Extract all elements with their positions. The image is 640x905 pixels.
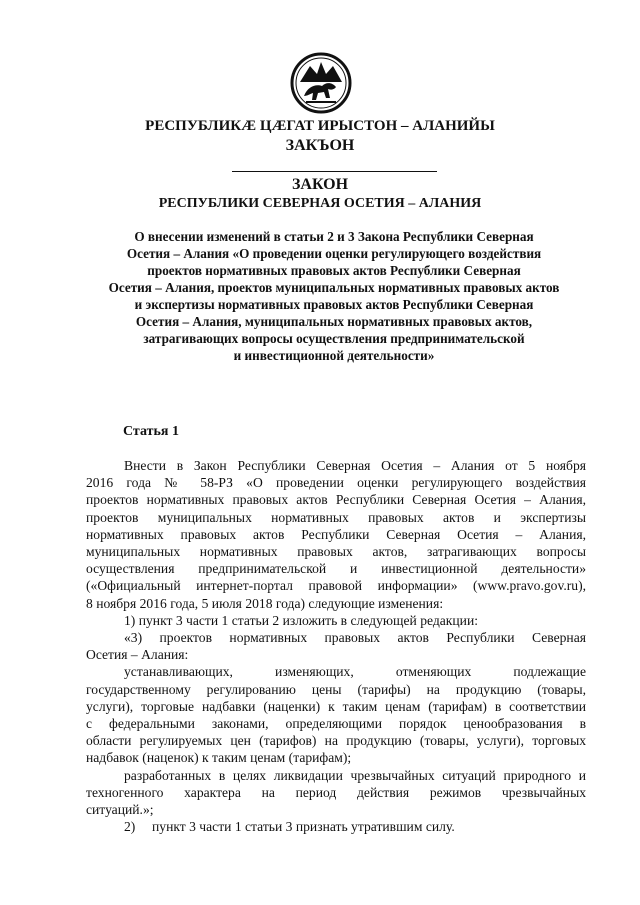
body-line: с федеральными законами, определяющими порядок ценообразования в <box>86 716 586 732</box>
title-line: и инвестиционной деятельности» <box>233 348 435 363</box>
header-divider <box>232 171 437 172</box>
body-line: осуществления предпринимательской и инвестиционной деятельности» <box>86 561 586 577</box>
body-line: 2016 года № 58-РЗ «О проведении оценки регулирующего воздействия <box>86 475 586 491</box>
ossetian-republic-name: РЕСПУБЛИКӔ ЦӔГАТ ИРЫСТОН – АЛАНИЙЫ <box>145 118 495 134</box>
body-line: 8 ноября 2016 года, 5 июля 2018 года) следующие изменения: <box>86 595 444 611</box>
body-line: Осетия – Алания: <box>86 647 189 663</box>
title-line: О внесении изменений в статьи 2 и 3 Закона Республики Северная <box>134 229 534 244</box>
body-line: Внести в Закон Республики Северная Осетия – Алания от 5 ноября <box>124 458 586 473</box>
body-line: техногенного характера на период действия режимов чрезвычайных <box>86 784 586 800</box>
item-number: 2) <box>124 819 136 835</box>
coat-of-arms-emblem <box>290 52 352 114</box>
law-subject-title <box>84 228 584 364</box>
title-line: затрагивающих вопросы осуществления предпринимательской <box>143 331 525 346</box>
item-text: пункт 3 части 1 статьи 3 признать утратившим силу. <box>152 819 455 835</box>
title-line: проектов нормативных правовых актов Республики Северная <box>147 263 521 278</box>
body-line: муниципальных нормативных правовых актов, затрагивающих вопросы <box>86 544 586 560</box>
title-line: Осетия – Алания, муниципальных нормативных правовых актов, <box>135 314 533 329</box>
body-line: проектов муниципальных нормативных правовых актов и экспертизы <box>86 509 586 525</box>
amendment-item-1: 1) пункт 3 части 1 статьи 2 изложить в следующей редакции: <box>124 612 479 628</box>
body-line: («Официальный интернет-портал правовой информации» (www.pravo.gov.ru), <box>86 578 586 594</box>
body-line: проектов нормативных правовых актов Республики Северная Осетия – Алания, <box>86 492 586 508</box>
article-heading: Статья 1 <box>123 424 179 439</box>
body-line: устанавливающих, изменяющих, отменяющих подлежащие <box>124 664 586 680</box>
ossetian-law-title: ЗАКЪОН <box>285 137 355 154</box>
title-line: Осетия – Алания «О проведении оценки регулирующего воздействия <box>126 246 542 261</box>
body-line: услуги), торговые надбавки (наценки) к таким ценам (тарифам) в соответствии <box>86 698 586 714</box>
body-line: разработанных в целях ликвидации чрезвычайных ситуаций природного и <box>124 767 586 783</box>
body-line: государственному регулированию цены (тарифы) на продукцию (товары, <box>86 681 586 697</box>
body-line: области регулируемых цен (тарифов) на продукцию (товары, услуги), торговых <box>86 733 586 749</box>
body-line: нормативных правовых актов Республики Северная Осетия – Алания, <box>86 526 586 542</box>
title-line: и экспертизы нормативных правовых актов Республики Северная <box>134 297 534 312</box>
title-line: Осетия – Алания, проектов муниципальных нормативных правовых актов <box>108 280 560 295</box>
republic-name: РЕСПУБЛИКИ СЕВЕРНАЯ ОСЕТИЯ – АЛАНИЯ <box>158 196 482 211</box>
article-body <box>86 457 586 835</box>
body-line: надбавок (наценок) к таким ценам (тарифам); <box>86 750 352 766</box>
body-line: ситуаций.»; <box>86 802 154 818</box>
body-line: «3) проектов нормативных правовых актов Республики Северная <box>124 630 586 646</box>
amendment-item-2 <box>86 818 586 835</box>
law-title: ЗАКОН <box>291 176 349 193</box>
